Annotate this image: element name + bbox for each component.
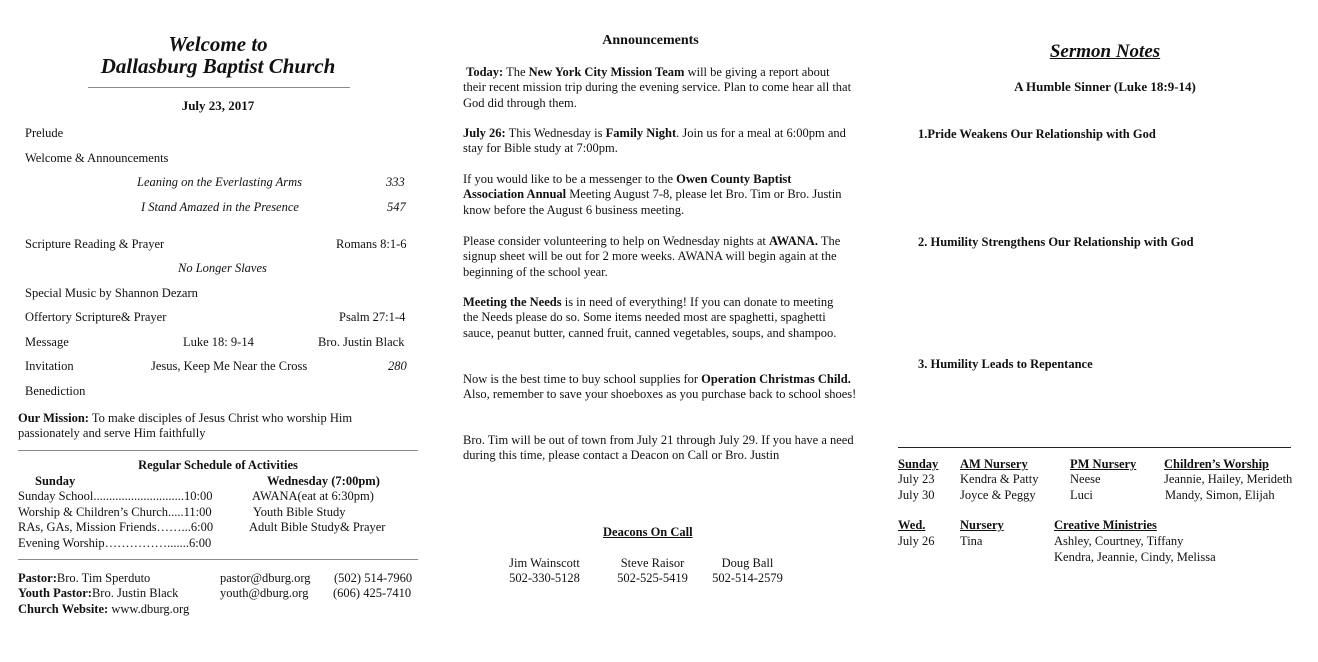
list-item: AWANA(eat at 6:30pm) [252, 489, 374, 503]
sermon-notes-title: Sermon Notes [1049, 41, 1161, 62]
creative-ministries-list [1054, 534, 1216, 565]
wednesday-schedule-list [249, 489, 386, 536]
hymn-1-title: Leaning on the Everlasting Arms [137, 175, 303, 189]
invitation-number: 280 [388, 359, 407, 373]
list-item: Evening Worship…………….......6:00 [18, 535, 212, 550]
schedule-title: Regular Schedule of Activities [138, 458, 298, 472]
row-childrens-worship: Jeannie, Hailey, Merideth [1164, 472, 1293, 486]
announcement-meeting-needs: Meeting the Needs is in need of everything! If you can donate to meeting the Needs please do so. Some items needed most are spaghetti, spaghetti sauce, peanut butter, canned fruit, canned vegetables, soups, and shampoo. [463, 295, 837, 340]
order-special-music: Special Music by Shannon Dezarn [25, 286, 198, 300]
order-scripture: Scripture Reading & Prayer [25, 237, 165, 251]
order-invitation: Invitation [25, 359, 74, 373]
sermon-point-2: 2. Humility Strengthens Our Relationship with God [918, 235, 1194, 249]
schedule-sunday-header: Sunday [35, 474, 76, 488]
row-childrens-worship: Mandy, Simon, Elijah [1165, 488, 1275, 502]
announcement-today: Today: The New York City Mission Team will be giving a report about their recent mission trip during the evening service. Plan to come hear all that God did through them. [463, 65, 852, 110]
youth-pastor-email[interactable]: youth@dburg.org [220, 586, 309, 600]
pastor-label: Pastor: [18, 571, 57, 585]
sunday-schedule-list [18, 489, 213, 551]
mission-label: Our Mission: [18, 411, 89, 425]
announcement-bro-tim: Bro. Tim will be out of town from July 21 through July 29. If you have a need during this time, please contact a Deacon on Call or Bro. Justin [463, 433, 854, 463]
mission-text-2: passionately and serve Him faithfully [18, 426, 206, 441]
mission-statement [18, 411, 352, 442]
row-am-nursery: Kendra & Patty [960, 472, 1039, 486]
row-pm-nursery: Neese [1070, 472, 1101, 486]
song-title: No Longer Slaves [178, 261, 267, 275]
list-item: Worship & Children’s Church.....11:00 [18, 504, 212, 519]
pastor-phone: (502) 514-7960 [334, 571, 413, 585]
service-date: July 23, 2017 [181, 98, 255, 113]
announcement-family-night: July 26: This Wednesday is Family Night. Join us for a meal at 6:00pm and stay for Bible study at 7:00pm. [463, 126, 846, 156]
deacon-1 [497, 556, 592, 587]
mission-text-1: To make disciples of Jesus Christ who worship Him [88, 411, 353, 425]
youth-pastor-name: Bro. Justin Black [91, 586, 179, 601]
deacon-phone: 502-514-2579 [712, 571, 783, 586]
pastor-name: Bro. Tim Sperduto [56, 571, 151, 585]
row-date: July 30 [898, 488, 935, 502]
contacts [18, 571, 189, 617]
pm-nursery-header: PM Nursery [1070, 457, 1137, 471]
youth-pastor-label: Youth Pastor: [18, 586, 92, 601]
deacon-phone: 502-330-5128 [509, 571, 580, 586]
website-label: Church Website: [18, 601, 109, 616]
wed-nursery-header: Nursery [960, 518, 1004, 532]
hymn-1-number: 333 [386, 175, 405, 189]
website-link[interactable]: www.dburg.org [108, 601, 190, 616]
header-divider [88, 87, 350, 88]
deacon-name: Jim Wainscott [509, 556, 580, 570]
welcome-line-1: Welcome to [168, 32, 268, 56]
list-item: Sunday School.............................10:00 [18, 489, 213, 503]
schedule-divider [18, 559, 418, 560]
deacon-name: Steve Raisor [620, 556, 685, 570]
sermon-point-1: 1.Pride Weakens Our Relationship with God [918, 127, 1156, 141]
list-item: Adult Bible Study& Prayer [249, 520, 386, 534]
list-item: Kendra, Jeannie, Cindy, Melissa [1054, 549, 1216, 564]
hymn-2-title: I Stand Amazed in the Presence [141, 200, 299, 214]
wed-nursery: Tina [960, 534, 983, 548]
creative-ministries-header: Creative Ministries [1054, 518, 1157, 532]
order-offertory: Offertory Scripture& Prayer [25, 310, 167, 324]
deacons-title: Deacons On Call [603, 525, 693, 539]
order-message: Message [25, 335, 69, 349]
sermon-title: A Humble Sinner (Luke 18:9-14) [1014, 79, 1196, 94]
deacon-phone: 502-525-5419 [617, 571, 688, 586]
mission-divider [18, 450, 418, 451]
announcement-association: If you would like to be a messenger to the Owen County Baptist Association Annual Meeting August 7-8, please let Bro. Tim or Bro. Justin know before the August 6 business meeting. [463, 172, 842, 217]
deacon-2 [605, 556, 700, 587]
deacon-name: Doug Ball [721, 556, 774, 570]
youth-pastor-phone: (606) 425-7410 [333, 586, 412, 600]
row-pm-nursery: Luci [1070, 488, 1093, 502]
announcements-title: Announcements [602, 33, 699, 48]
wed-header: Wed. [898, 518, 926, 532]
notes-divider [898, 447, 1291, 448]
wed-date: July 26 [898, 534, 935, 548]
order-benediction: Benediction [25, 384, 86, 398]
childrens-worship-header: Children’s Worship [1164, 457, 1270, 471]
schedule-wednesday-header: Wednesday (7:00pm) [267, 474, 380, 488]
church-name: Dallasburg Baptist Church [100, 54, 336, 78]
offertory-ref: Psalm 27:1-4 [339, 310, 406, 324]
order-welcome: Welcome & Announcements [25, 151, 169, 165]
sunday-header: Sunday [898, 457, 939, 471]
list-item: Youth Bible Study [253, 504, 346, 519]
announcement-awana: Please consider volunteering to help on Wednesday nights at AWANA. The signup sheet will be out for 2 more weeks. AWANA will begin again at the beginning of the school year. [463, 234, 841, 279]
am-nursery-header: AM Nursery [960, 457, 1028, 471]
row-am-nursery: Joyce & Peggy [960, 488, 1036, 502]
sermon-point-3: 3. Humility Leads to Repentance [918, 357, 1093, 371]
message-speaker: Bro. Justin Black [318, 335, 405, 349]
row-date: July 23 [898, 472, 935, 486]
list-item: RAs, GAs, Mission Friends……...6:00 [18, 520, 214, 534]
order-prelude: Prelude [25, 126, 64, 140]
announcement-operation-christmas-child: Now is the best time to buy school supplies for Operation Christmas Child. Also, remember to save your shoeboxes as you purchase back to school shoes! [463, 372, 857, 402]
message-ref: Luke 18: 9-14 [183, 335, 254, 349]
list-item: Ashley, Courtney, Tiffany [1054, 534, 1184, 548]
pastor-email[interactable]: pastor@dburg.org [220, 571, 311, 585]
deacon-3 [705, 556, 790, 587]
welcome-heading [60, 33, 376, 77]
scripture-ref: Romans 8:1-6 [336, 237, 407, 251]
hymn-2-number: 547 [387, 200, 406, 214]
invitation-song: Jesus, Keep Me Near the Cross [151, 359, 308, 373]
